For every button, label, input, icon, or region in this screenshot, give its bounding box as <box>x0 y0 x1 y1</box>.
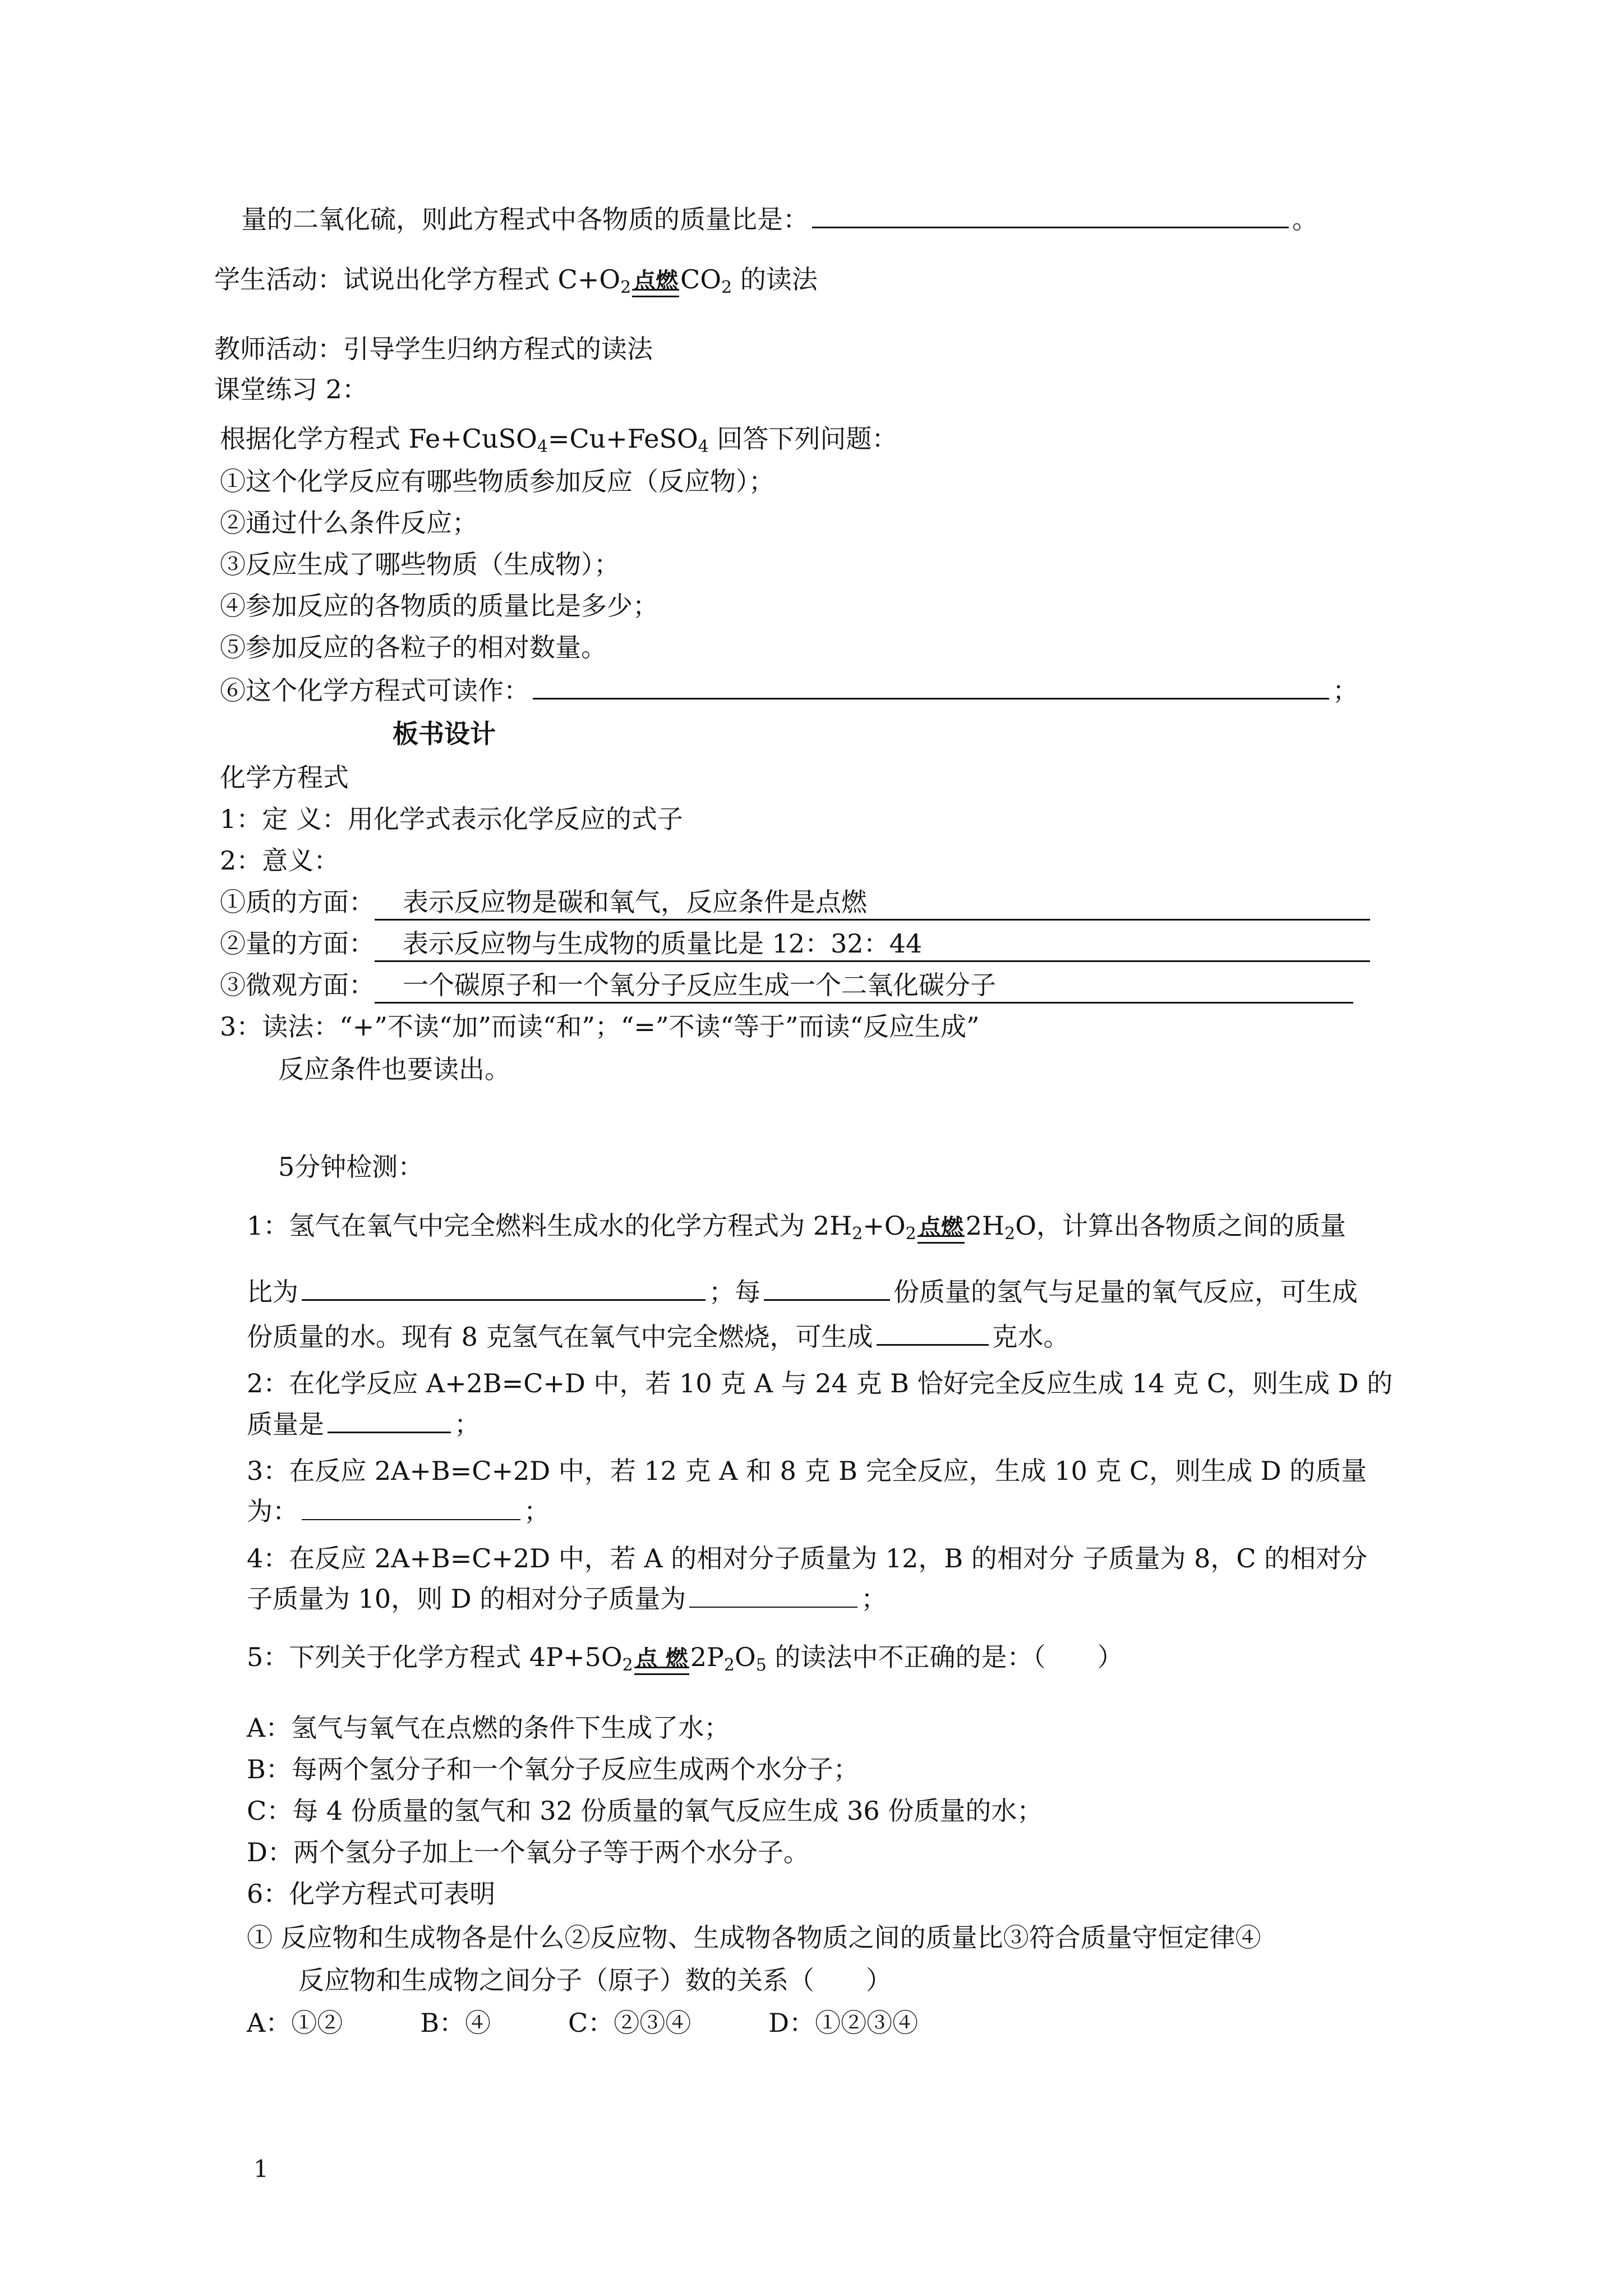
text: 4：在反应 2A+B=C+2D 中，若 A 的相对分子质量为 12，B 的相对分 子质量为 8，C 的相对分 <box>247 1543 1368 1573</box>
text-line <box>220 927 1370 960</box>
underlined-text: 一个碳原子和一个氧分子反应生成一个二氧化碳分子 <box>375 968 1353 1004</box>
text-line <box>220 631 607 664</box>
text: 质量是 <box>247 1409 324 1439</box>
text: 份质量的氢气与足量的氧气反应，可生成 <box>893 1277 1358 1307</box>
text: ②量的方面： <box>220 928 375 959</box>
option-b: B：每两个氢分子和一个氧分子反应生成两个水分子； <box>247 1754 859 1784</box>
option-a: A：氢气与氧气在点燃的条件下生成了水； <box>247 1713 730 1743</box>
text-line <box>220 761 349 794</box>
text-line <box>220 844 339 877</box>
text-line <box>241 202 1318 236</box>
answer-blank[interactable] <box>812 202 1289 228</box>
text: 反应条件也要读出。 <box>278 1054 510 1084</box>
text-line <box>220 673 1358 707</box>
text-line <box>214 372 368 406</box>
text: 课堂练习 2： <box>214 374 368 404</box>
reaction-condition: 点 燃 <box>633 1646 690 1672</box>
text-line <box>220 802 683 836</box>
text-line <box>214 332 653 366</box>
text-line <box>220 968 1353 1002</box>
text: 比为 <box>247 1277 298 1307</box>
text: 3：读法：“+”不读“加”而读“和”；“=”不读“等于”而读“反应生成” <box>220 1011 980 1042</box>
equation-p-o2: $4P+5O_2$ 点 燃$2P_2O_5$ <box>529 1642 767 1675</box>
text-line <box>247 1366 1393 1400</box>
section-heading: 板书设计 <box>393 719 496 749</box>
equation-c-o2: $C+O_2$ 点燃$CO_2$ <box>557 264 732 297</box>
text: 6：化学方程式可表明 <box>247 1879 496 1909</box>
text: ； <box>454 1409 480 1439</box>
text: 2：意义： <box>220 845 340 876</box>
text-line <box>247 1407 480 1441</box>
text: 5分钟检测： <box>278 1152 424 1182</box>
reaction-condition: 点燃 <box>916 1214 966 1240</box>
text: ① 反应物和生成物各是什么②反应物、生成物各物质之间的质量比③符合质量守恒定律④ <box>247 1922 1261 1953</box>
text: A：①② B：④ C：②③④ D：①②③④ <box>247 2008 919 2038</box>
text: 克水。 <box>992 1322 1069 1352</box>
option-c: C：每 4 份质量的氢气和 32 份质量的氧气反应生成 36 份质量的水； <box>247 1796 1043 1826</box>
text-line <box>247 1209 1346 1243</box>
text: 根据化学方程式 <box>220 424 400 454</box>
text: 回答下列问题： <box>717 424 898 454</box>
text-line <box>247 1877 495 1911</box>
text: ；每 <box>709 1277 760 1307</box>
text-line <box>247 1582 887 1616</box>
text-line <box>220 547 620 581</box>
answer-blank[interactable] <box>302 1494 520 1520</box>
text: ； <box>524 1496 550 1526</box>
option-d: D：两个氢分子加上一个氧分子等于两个水分子。 <box>247 1837 809 1867</box>
text: 1：定 义：用化学式表示化学反应的式子 <box>220 804 683 834</box>
text: ⑥这个化学方程式可读作： <box>220 675 529 706</box>
text: ⑤参加反应的各粒子的相对数量。 <box>220 632 607 662</box>
text: 学生活动：试说出化学方程式 <box>214 264 550 295</box>
text: ①质的方面： <box>220 887 375 917</box>
answer-blank[interactable] <box>302 1274 706 1301</box>
text: 量的二氧化硫，则此方程式中各物质的质量比是： <box>241 204 809 234</box>
text: ②通过什么条件反应； <box>220 508 478 538</box>
text: 化学方程式 <box>220 762 349 793</box>
text: 5：下列关于化学方程式 <box>247 1642 522 1672</box>
text-line <box>278 1150 423 1184</box>
text: ，计算出各物质之间的质量 <box>1036 1211 1346 1241</box>
text-line <box>247 1921 1261 1954</box>
text-line <box>220 422 897 455</box>
text: 的读法 <box>740 264 818 295</box>
text-line <box>247 1454 1367 1488</box>
text-line <box>220 464 774 498</box>
text: ④参加反应的各物质的质量比是多少； <box>220 591 658 621</box>
underlined-text: 表示反应物是碳和氧气，反应条件是点燃 <box>375 885 1370 921</box>
text: 。 <box>1292 204 1318 234</box>
text-line <box>220 1010 980 1043</box>
text: 教师活动：引导学生归纳方程式的读法 <box>214 334 653 364</box>
text-line <box>247 1319 1069 1353</box>
answer-blank[interactable] <box>328 1407 451 1433</box>
text-line <box>247 1494 550 1528</box>
text-line <box>247 1274 1358 1308</box>
answer-blank[interactable] <box>689 1582 857 1608</box>
text-line <box>220 885 1370 919</box>
answer-blank[interactable] <box>533 673 1329 700</box>
reaction-condition: 点燃 <box>631 268 680 294</box>
text: 反应物和生成物之间分子（原子）数的关系（ ） <box>298 1965 892 1995</box>
text: 的读法中不正确的是：（ ） <box>774 1642 1123 1672</box>
answer-blank[interactable] <box>877 1319 989 1346</box>
text: 1：氢气在氧气中完全燃料生成水的化学方程式为 <box>247 1211 805 1241</box>
text: 3：在反应 2A+B=C+2D 中，若 12 克 A 和 8 克 B 完全反应，生成 10 克 C，则生成 D 的质量 <box>247 1456 1367 1486</box>
text-line <box>220 589 658 623</box>
text-line <box>278 1052 510 1086</box>
text: 份质量的水。现有 8 克氢气在氧气中完全燃烧，可生成 <box>247 1322 873 1352</box>
text: 子质量为 10，则 D 的相对分子质量为 <box>247 1584 686 1614</box>
text-line <box>247 1640 1123 1674</box>
underlined-text: 表示反应物与生成物的质量比是 12：32：44 <box>375 927 1370 962</box>
equation-h2-o2: $2H_2+O_2$ 点燃$2H_2O$ <box>813 1211 1036 1244</box>
text-line <box>247 1542 1367 1575</box>
text: ③反应生成了哪些物质（生成物）； <box>220 549 620 579</box>
text: ①这个化学反应有哪些物质参加反应（反应物）； <box>220 466 774 496</box>
text: ； <box>1332 675 1358 706</box>
text-line <box>214 263 818 296</box>
page-number: 1 <box>253 2155 269 2183</box>
answer-blank[interactable] <box>764 1274 890 1301</box>
text: ； <box>861 1584 887 1614</box>
text-line <box>247 2006 918 2040</box>
text-line <box>220 506 478 540</box>
text: 2：在化学反应 A+2B=C+D 中，若 10 克 A 与 24 克 B 恰好完全反应生成 14 克 C，则生成 D 的 <box>247 1368 1393 1398</box>
text: ③微观方面： <box>220 970 375 1000</box>
text: 为： <box>247 1496 298 1526</box>
text-line <box>298 1963 892 1997</box>
equation-fe-cuso4: Fe+CuSO$_4$=Cu+FeSO$_4$ <box>408 424 709 457</box>
